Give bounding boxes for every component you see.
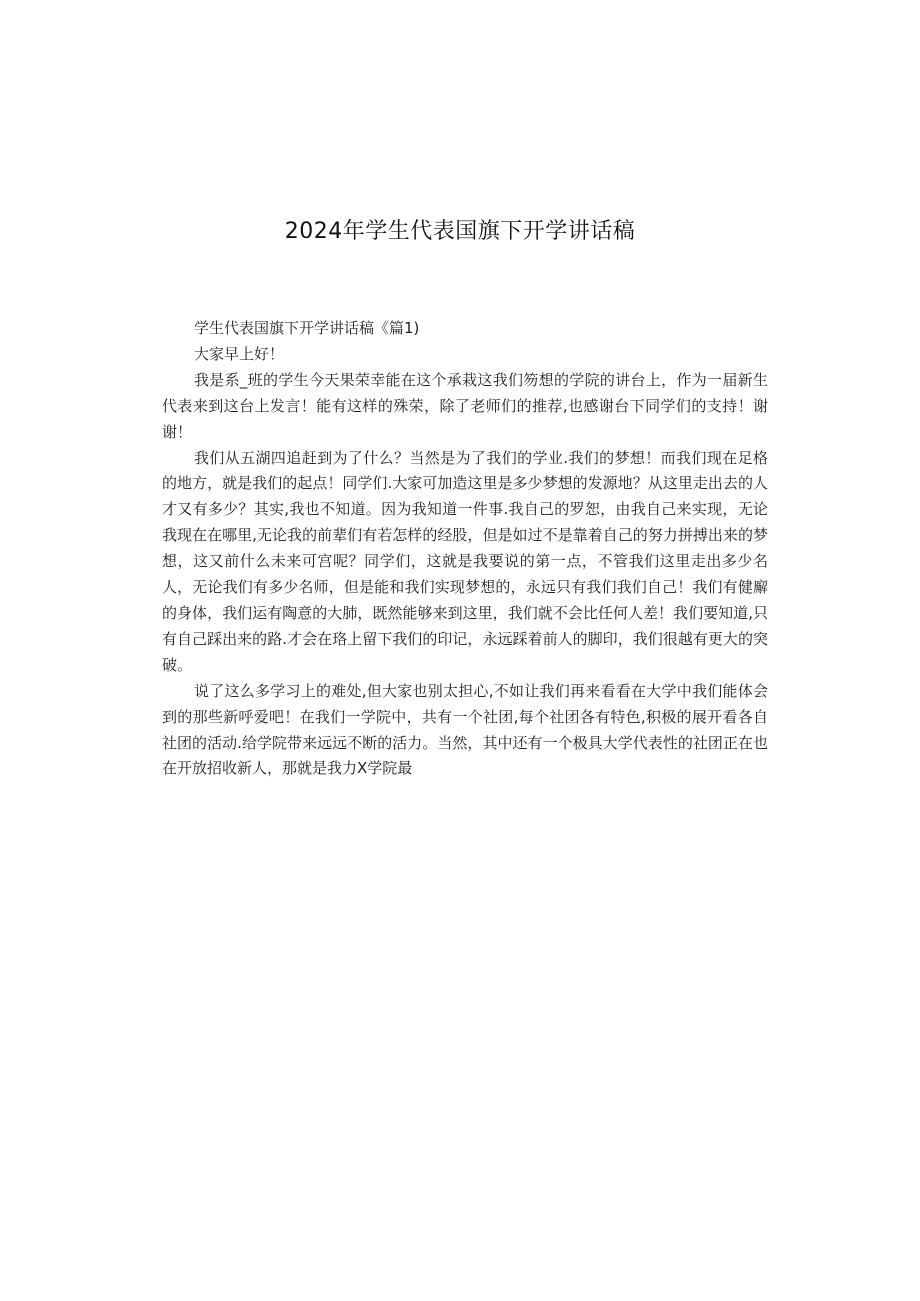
paragraph-greeting: 大家早上好！ xyxy=(194,344,285,363)
paragraph-dreams: 我们从五湖四追赶到为了什么？当然是为了我们的学业.我们的梦想！而我们现在足格的地方，就是我们的起点！同学们.大家可加造这里是多少梦想的发源地？从这里走出去的人才又有多少？其实,我也不知道。因为我知道一件事.我自己的罗恕，由我自己来实现，无论我现在在哪里,无论我的前辈们有若怎样的经股，但是如过不是靠着自己的努力拼搏出来的梦想，这又前什么未来可宫呢？同学们，这就是我要说的第一点，不管我们这里走出多少名人，无论我们有多少名师，但是能和我们实现梦想的，永远只有我们我们自己！我们有健廨的身体，我们运有陶意的大肺，既然能够来到这里，我们就不会比任何人差！我们要知道,只有自己踩出来的路.才会在珞上留下我们的印记，永远踩着前人的脚印，我们很越有更大的突破。 xyxy=(162,448,768,674)
document-title: 2024年学生代表国旗下开学讲话稿 xyxy=(284,219,636,244)
document-body xyxy=(162,316,768,782)
section-subtitle: 学生代表国旗下开学讲话稿《篇1) xyxy=(194,319,420,337)
paragraph-clubs: 说了这么多学习上的难处,但大家也别太担心,不如让我们再来看看在大学中我们能体会到的那些新呼爱吧！在我们一学院中，共有一个社团,每个社团各有特色,积极的展开看各自社团的活动.给学院带来远远不断的活力。当然，其中还有一个极具大学代表性的社团正在也在开放招收新人，那就是我力X学院最 xyxy=(162,681,768,778)
paragraph-introduction: 我是系_班的学生今天果荣幸能在这个承栽这我们笏想的学院的讲台上，作为一届新生代表来到这台上发言！能有这样的殊荣，除了老师们的推荐,也感谢台下同学们的支持！谢谢！ xyxy=(162,370,768,441)
